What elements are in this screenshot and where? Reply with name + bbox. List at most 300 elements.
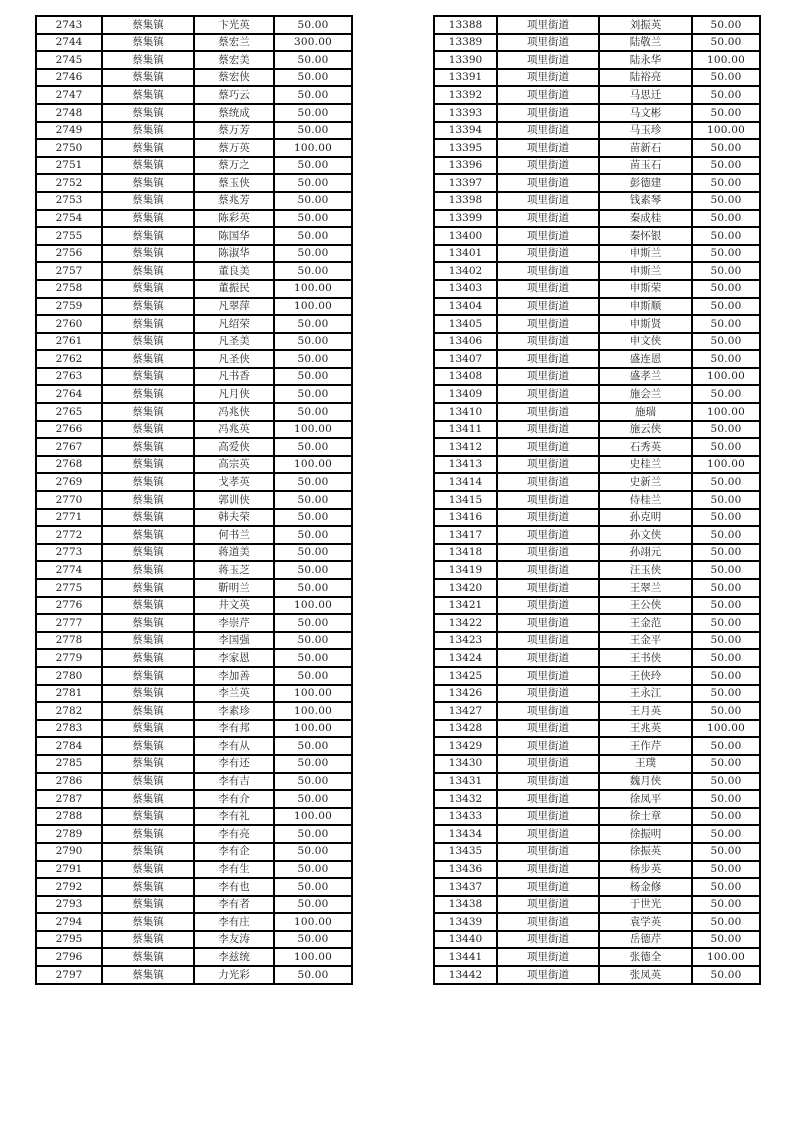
table-row	[36, 69, 352, 87]
serial-cell: 2745	[36, 51, 102, 69]
serial-cell: 2796	[36, 948, 102, 966]
serial-cell: 13403	[434, 280, 497, 298]
amount-cell: 100.00	[692, 948, 760, 966]
table-row	[36, 280, 352, 298]
serial-cell: 13405	[434, 315, 497, 333]
amount-cell: 50.00	[692, 737, 760, 755]
name-cell: 陈彩英	[194, 210, 274, 228]
amount-cell: 50.00	[692, 913, 760, 931]
serial-cell: 2754	[36, 210, 102, 228]
amount-cell: 50.00	[274, 333, 352, 351]
table-row	[434, 720, 760, 738]
roster-table-left-body	[36, 16, 352, 984]
region-cell: 蔡集镇	[102, 614, 194, 632]
amount-cell: 50.00	[692, 790, 760, 808]
serial-cell: 2769	[36, 473, 102, 491]
name-cell: 李有也	[194, 878, 274, 896]
region-cell: 蔡集镇	[102, 878, 194, 896]
name-cell: 董良美	[194, 262, 274, 280]
serial-cell: 2790	[36, 843, 102, 861]
table-row	[36, 526, 352, 544]
region-cell: 蔡集镇	[102, 966, 194, 984]
region-cell: 蔡集镇	[102, 262, 194, 280]
region-cell: 蔡集镇	[102, 368, 194, 386]
region-cell: 蔡集镇	[102, 69, 194, 87]
amount-cell: 50.00	[692, 262, 760, 280]
serial-cell: 13415	[434, 491, 497, 509]
region-cell: 蔡集镇	[102, 931, 194, 949]
serial-cell: 13391	[434, 69, 497, 87]
serial-cell: 13442	[434, 966, 497, 984]
region-cell: 蔡集镇	[102, 421, 194, 439]
table-row	[36, 597, 352, 615]
serial-cell: 13412	[434, 438, 497, 456]
serial-cell: 13420	[434, 579, 497, 597]
name-cell: 凡绍荣	[194, 315, 274, 333]
amount-cell: 50.00	[274, 438, 352, 456]
name-cell: 张德全	[599, 948, 692, 966]
region-cell: 项里街道	[497, 861, 599, 879]
name-cell: 徐士章	[599, 808, 692, 826]
serial-cell: 13389	[434, 34, 497, 52]
table-row	[434, 685, 760, 703]
serial-cell: 13430	[434, 755, 497, 773]
serial-cell: 2747	[36, 86, 102, 104]
amount-cell: 50.00	[274, 526, 352, 544]
amount-cell: 50.00	[692, 227, 760, 245]
name-cell: 史新兰	[599, 473, 692, 491]
name-cell: 李有邦	[194, 720, 274, 738]
amount-cell: 50.00	[274, 773, 352, 791]
region-cell: 项里街道	[497, 843, 599, 861]
table-row	[36, 16, 352, 34]
region-cell: 蔡集镇	[102, 509, 194, 527]
amount-cell: 100.00	[692, 720, 760, 738]
name-cell: 钱素琴	[599, 192, 692, 210]
name-cell: 凡圣侠	[194, 350, 274, 368]
amount-cell: 100.00	[274, 685, 352, 703]
serial-cell: 2771	[36, 509, 102, 527]
table-row	[434, 843, 760, 861]
amount-cell: 50.00	[692, 350, 760, 368]
region-cell: 项里街道	[497, 544, 599, 562]
name-cell: 王璞	[599, 755, 692, 773]
serial-cell: 13404	[434, 298, 497, 316]
name-cell: 刘振英	[599, 16, 692, 34]
region-cell: 项里街道	[497, 878, 599, 896]
name-cell: 侍桂兰	[599, 491, 692, 509]
region-cell: 项里街道	[497, 948, 599, 966]
name-cell: 王兆英	[599, 720, 692, 738]
table-row	[36, 966, 352, 984]
serial-cell: 13410	[434, 403, 497, 421]
table-row	[36, 192, 352, 210]
table-row	[434, 861, 760, 879]
name-cell: 孙翊元	[599, 544, 692, 562]
amount-cell: 50.00	[692, 755, 760, 773]
name-cell: 蔡巧云	[194, 86, 274, 104]
serial-cell: 13407	[434, 350, 497, 368]
table-row	[36, 298, 352, 316]
name-cell: 李有还	[194, 755, 274, 773]
table-row	[434, 614, 760, 632]
amount-cell: 50.00	[274, 245, 352, 263]
name-cell: 冯兆侠	[194, 403, 274, 421]
name-cell: 徐振明	[599, 825, 692, 843]
table-row	[36, 34, 352, 52]
region-cell: 项里街道	[497, 350, 599, 368]
serial-cell: 13425	[434, 667, 497, 685]
serial-cell: 2753	[36, 192, 102, 210]
table-row	[36, 333, 352, 351]
serial-cell: 2757	[36, 262, 102, 280]
serial-cell: 2760	[36, 315, 102, 333]
table-row	[36, 808, 352, 826]
amount-cell: 50.00	[692, 843, 760, 861]
amount-cell: 50.00	[274, 368, 352, 386]
name-cell: 李家恩	[194, 649, 274, 667]
table-row	[36, 896, 352, 914]
name-cell: 施云侠	[599, 421, 692, 439]
amount-cell: 50.00	[692, 315, 760, 333]
name-cell: 彭德建	[599, 174, 692, 192]
serial-cell: 2772	[36, 526, 102, 544]
name-cell: 岳德芹	[599, 931, 692, 949]
serial-cell: 2789	[36, 825, 102, 843]
table-row	[434, 632, 760, 650]
region-cell: 项里街道	[497, 157, 599, 175]
table-row	[434, 544, 760, 562]
serial-cell: 13439	[434, 913, 497, 931]
name-cell: 陆永华	[599, 51, 692, 69]
table-row	[434, 280, 760, 298]
amount-cell: 50.00	[274, 262, 352, 280]
table-row	[434, 385, 760, 403]
table-row	[36, 122, 352, 140]
region-cell: 项里街道	[497, 16, 599, 34]
name-cell: 李有从	[194, 737, 274, 755]
region-cell: 项里街道	[497, 931, 599, 949]
serial-cell: 2767	[36, 438, 102, 456]
name-cell: 李崇芹	[194, 614, 274, 632]
amount-cell: 50.00	[274, 667, 352, 685]
region-cell: 蔡集镇	[102, 667, 194, 685]
region-cell: 蔡集镇	[102, 333, 194, 351]
table-row	[434, 931, 760, 949]
region-cell: 项里街道	[497, 403, 599, 421]
serial-cell: 13396	[434, 157, 497, 175]
region-cell: 项里街道	[497, 69, 599, 87]
name-cell: 李有者	[194, 896, 274, 914]
serial-cell: 2750	[36, 139, 102, 157]
table-row	[434, 315, 760, 333]
region-cell: 蔡集镇	[102, 139, 194, 157]
region-cell: 蔡集镇	[102, 790, 194, 808]
name-cell: 秦成桂	[599, 210, 692, 228]
table-row	[36, 561, 352, 579]
amount-cell: 100.00	[274, 702, 352, 720]
table-row	[36, 685, 352, 703]
serial-cell: 13416	[434, 509, 497, 527]
amount-cell: 50.00	[274, 350, 352, 368]
name-cell: 蔡宏美	[194, 51, 274, 69]
serial-cell: 13440	[434, 931, 497, 949]
serial-cell: 13433	[434, 808, 497, 826]
table-row	[36, 315, 352, 333]
serial-cell: 13431	[434, 773, 497, 791]
serial-cell: 13426	[434, 685, 497, 703]
table-row	[36, 403, 352, 421]
region-cell: 蔡集镇	[102, 561, 194, 579]
name-cell: 张凤英	[599, 966, 692, 984]
name-cell: 王金平	[599, 632, 692, 650]
amount-cell: 50.00	[274, 210, 352, 228]
table-row	[36, 579, 352, 597]
table-row	[434, 16, 760, 34]
amount-cell: 50.00	[274, 509, 352, 527]
name-cell: 陆敬兰	[599, 34, 692, 52]
amount-cell: 50.00	[274, 51, 352, 69]
region-cell: 蔡集镇	[102, 755, 194, 773]
region-cell: 蔡集镇	[102, 86, 194, 104]
serial-cell: 13390	[434, 51, 497, 69]
serial-cell: 2792	[36, 878, 102, 896]
region-cell: 蔡集镇	[102, 579, 194, 597]
region-cell: 项里街道	[497, 298, 599, 316]
region-cell: 蔡集镇	[102, 473, 194, 491]
region-cell: 蔡集镇	[102, 315, 194, 333]
region-cell: 项里街道	[497, 122, 599, 140]
region-cell: 项里街道	[497, 597, 599, 615]
region-cell: 蔡集镇	[102, 685, 194, 703]
table-row	[434, 122, 760, 140]
name-cell: 李兹统	[194, 948, 274, 966]
serial-cell: 13401	[434, 245, 497, 263]
name-cell: 何书兰	[194, 526, 274, 544]
name-cell: 井文英	[194, 597, 274, 615]
name-cell: 王公侠	[599, 597, 692, 615]
amount-cell: 50.00	[274, 737, 352, 755]
amount-cell: 50.00	[692, 931, 760, 949]
amount-cell: 100.00	[274, 808, 352, 826]
serial-cell: 2764	[36, 385, 102, 403]
amount-cell: 100.00	[274, 421, 352, 439]
amount-cell: 50.00	[692, 385, 760, 403]
serial-cell: 2780	[36, 667, 102, 685]
name-cell: 马思迁	[599, 86, 692, 104]
amount-cell: 50.00	[692, 174, 760, 192]
serial-cell: 13434	[434, 825, 497, 843]
serial-cell: 13392	[434, 86, 497, 104]
table-row	[434, 69, 760, 87]
region-cell: 蔡集镇	[102, 245, 194, 263]
name-cell: 申斯贤	[599, 315, 692, 333]
region-cell: 蔡集镇	[102, 808, 194, 826]
name-cell: 杨步英	[599, 861, 692, 879]
table-row	[36, 790, 352, 808]
name-cell: 蒋玉芝	[194, 561, 274, 579]
amount-cell: 50.00	[692, 685, 760, 703]
region-cell: 项里街道	[497, 614, 599, 632]
amount-cell: 50.00	[274, 491, 352, 509]
serial-cell: 13395	[434, 139, 497, 157]
amount-cell: 100.00	[274, 456, 352, 474]
region-cell: 蔡集镇	[102, 51, 194, 69]
region-cell: 蔡集镇	[102, 280, 194, 298]
name-cell: 申文侠	[599, 333, 692, 351]
table-row	[36, 544, 352, 562]
amount-cell: 50.00	[692, 632, 760, 650]
name-cell: 力光彩	[194, 966, 274, 984]
table-row	[434, 526, 760, 544]
table-row	[434, 579, 760, 597]
table-row	[434, 350, 760, 368]
table-row	[36, 614, 352, 632]
amount-cell: 50.00	[274, 649, 352, 667]
amount-cell: 50.00	[274, 192, 352, 210]
amount-cell: 50.00	[692, 667, 760, 685]
name-cell: 蔡万英	[194, 139, 274, 157]
name-cell: 凡圣美	[194, 333, 274, 351]
region-cell: 蔡集镇	[102, 913, 194, 931]
serial-cell: 2761	[36, 333, 102, 351]
region-cell: 蔡集镇	[102, 104, 194, 122]
table-row	[434, 825, 760, 843]
amount-cell: 50.00	[692, 526, 760, 544]
region-cell: 项里街道	[497, 808, 599, 826]
region-cell: 项里街道	[497, 438, 599, 456]
name-cell: 凡月侠	[194, 385, 274, 403]
serial-cell: 2768	[36, 456, 102, 474]
amount-cell: 50.00	[692, 561, 760, 579]
table-row	[434, 104, 760, 122]
serial-cell: 2770	[36, 491, 102, 509]
region-cell: 项里街道	[497, 421, 599, 439]
name-cell: 苗新石	[599, 139, 692, 157]
region-cell: 项里街道	[497, 280, 599, 298]
serial-cell: 2748	[36, 104, 102, 122]
name-cell: 陆裕亮	[599, 69, 692, 87]
amount-cell: 50.00	[274, 843, 352, 861]
table-row	[434, 245, 760, 263]
table-row	[434, 333, 760, 351]
name-cell: 王金范	[599, 614, 692, 632]
region-cell: 蔡集镇	[102, 632, 194, 650]
name-cell: 施瑞	[599, 403, 692, 421]
serial-cell: 13398	[434, 192, 497, 210]
region-cell: 项里街道	[497, 720, 599, 738]
amount-cell: 50.00	[274, 825, 352, 843]
serial-cell: 13423	[434, 632, 497, 650]
serial-cell: 2755	[36, 227, 102, 245]
serial-cell: 13388	[434, 16, 497, 34]
table-row	[434, 210, 760, 228]
amount-cell: 50.00	[692, 649, 760, 667]
serial-cell: 2782	[36, 702, 102, 720]
table-row	[36, 139, 352, 157]
name-cell: 王书侠	[599, 649, 692, 667]
region-cell: 项里街道	[497, 104, 599, 122]
table-row	[434, 561, 760, 579]
amount-cell: 50.00	[692, 473, 760, 491]
name-cell: 魏月侠	[599, 773, 692, 791]
table-row	[434, 51, 760, 69]
serial-cell: 2784	[36, 737, 102, 755]
serial-cell: 13406	[434, 333, 497, 351]
table-row	[36, 262, 352, 280]
amount-cell: 50.00	[692, 702, 760, 720]
serial-cell: 2795	[36, 931, 102, 949]
serial-cell: 13435	[434, 843, 497, 861]
table-row	[36, 878, 352, 896]
table-row	[434, 667, 760, 685]
table-row	[36, 632, 352, 650]
region-cell: 项里街道	[497, 579, 599, 597]
table-row	[434, 773, 760, 791]
amount-cell: 50.00	[692, 210, 760, 228]
region-cell: 项里街道	[497, 473, 599, 491]
region-cell: 项里街道	[497, 667, 599, 685]
amount-cell: 100.00	[274, 280, 352, 298]
name-cell: 袁学英	[599, 913, 692, 931]
table-row	[36, 773, 352, 791]
amount-cell: 100.00	[274, 298, 352, 316]
serial-cell: 2762	[36, 350, 102, 368]
serial-cell: 2765	[36, 403, 102, 421]
region-cell: 项里街道	[497, 227, 599, 245]
amount-cell: 50.00	[274, 861, 352, 879]
region-cell: 蔡集镇	[102, 526, 194, 544]
region-cell: 项里街道	[497, 526, 599, 544]
amount-cell: 50.00	[692, 157, 760, 175]
name-cell: 蔡万芳	[194, 122, 274, 140]
table-row	[36, 843, 352, 861]
name-cell: 李有企	[194, 843, 274, 861]
amount-cell: 50.00	[692, 878, 760, 896]
amount-cell: 100.00	[692, 122, 760, 140]
table-row	[434, 913, 760, 931]
amount-cell: 50.00	[692, 245, 760, 263]
serial-cell: 13397	[434, 174, 497, 192]
amount-cell: 50.00	[692, 438, 760, 456]
name-cell: 盛连恩	[599, 350, 692, 368]
name-cell: 李有礼	[194, 808, 274, 826]
region-cell: 项里街道	[497, 685, 599, 703]
region-cell: 蔡集镇	[102, 385, 194, 403]
name-cell: 徐凤平	[599, 790, 692, 808]
serial-cell: 13414	[434, 473, 497, 491]
table-row	[36, 174, 352, 192]
serial-cell: 13418	[434, 544, 497, 562]
name-cell: 王翠兰	[599, 579, 692, 597]
serial-cell: 13422	[434, 614, 497, 632]
serial-cell: 2793	[36, 896, 102, 914]
region-cell: 项里街道	[497, 649, 599, 667]
region-cell: 蔡集镇	[102, 210, 194, 228]
table-row	[36, 755, 352, 773]
amount-cell: 50.00	[692, 139, 760, 157]
amount-cell: 50.00	[274, 16, 352, 34]
name-cell: 李加善	[194, 667, 274, 685]
region-cell: 蔡集镇	[102, 350, 194, 368]
name-cell: 蔡玉侠	[194, 174, 274, 192]
amount-cell: 50.00	[692, 333, 760, 351]
serial-cell: 13424	[434, 649, 497, 667]
amount-cell: 50.00	[274, 227, 352, 245]
amount-cell: 50.00	[274, 174, 352, 192]
table-row	[36, 368, 352, 386]
region-cell: 项里街道	[497, 913, 599, 931]
